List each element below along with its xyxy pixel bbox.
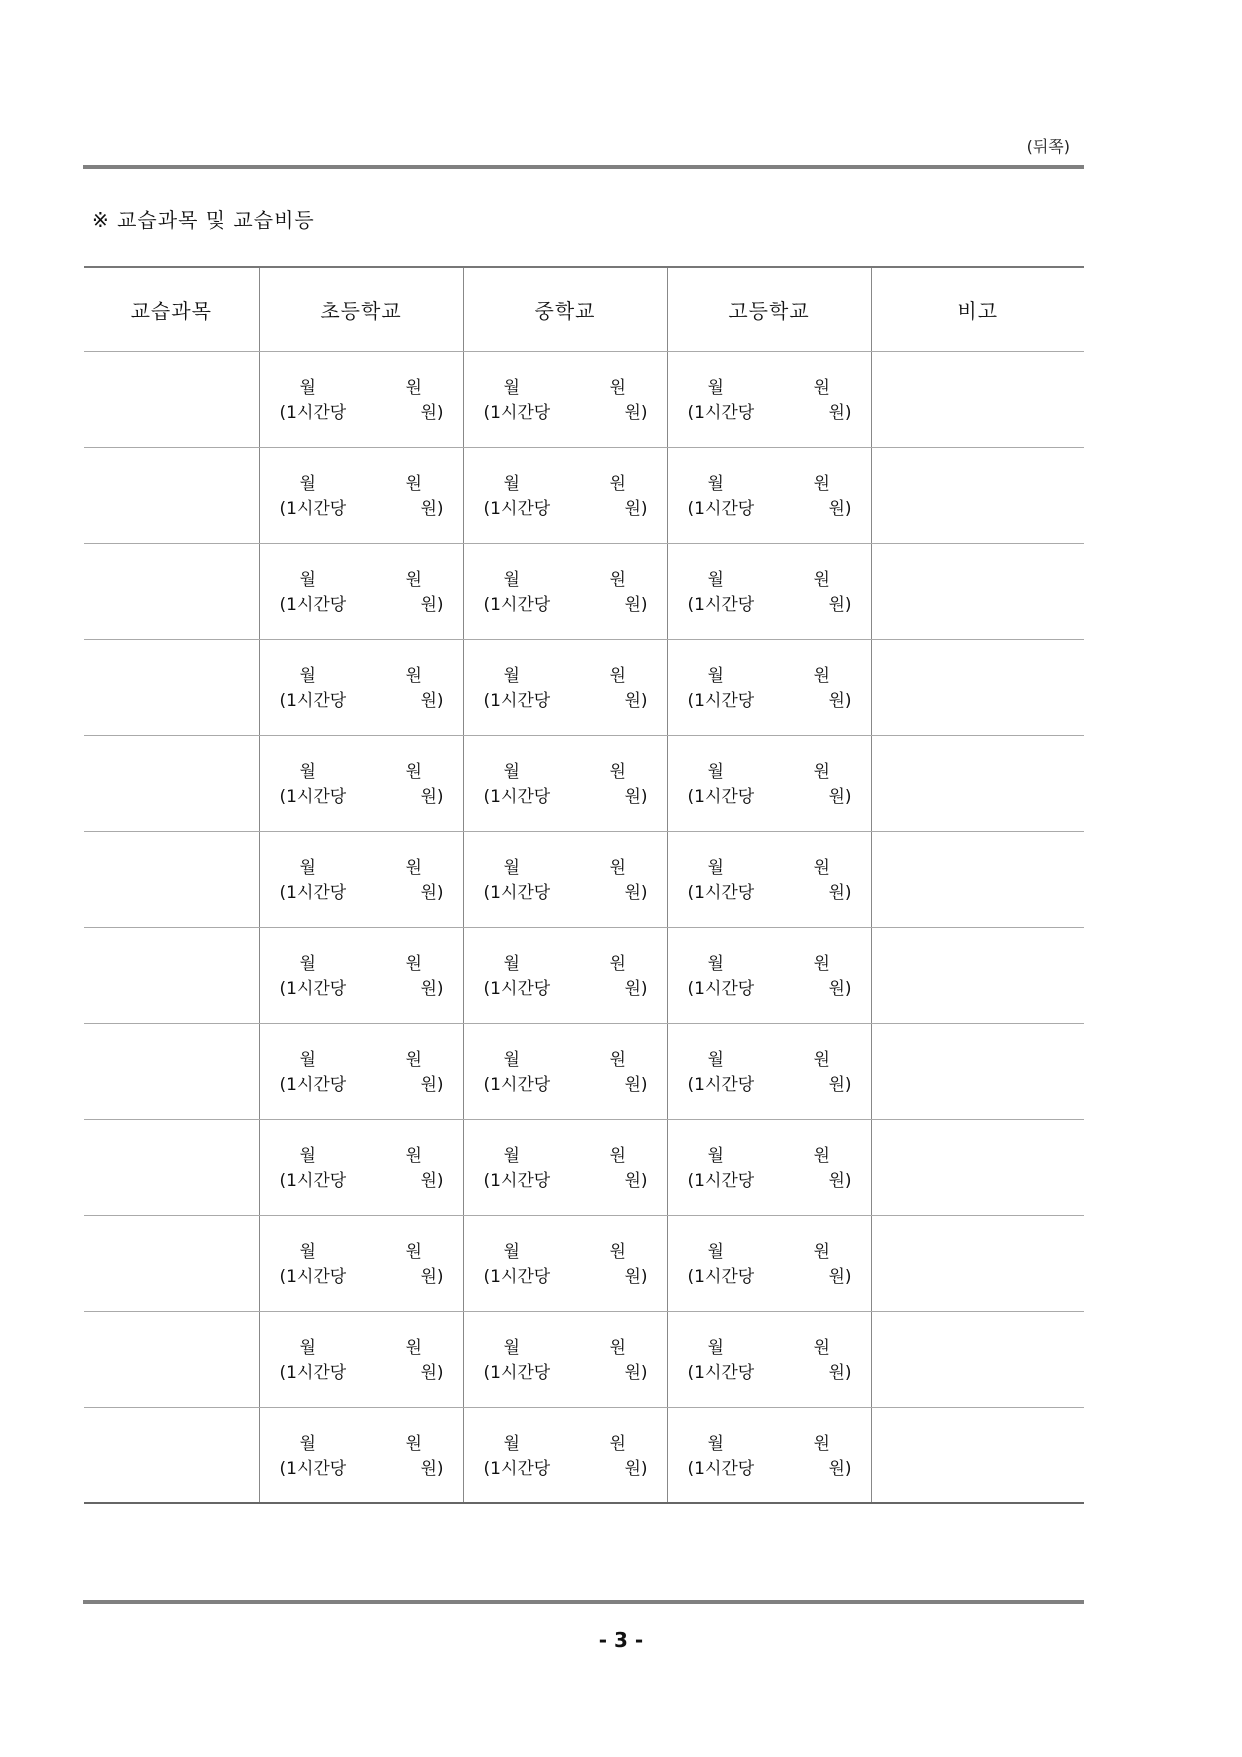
month-label: 월	[503, 378, 520, 398]
hourly-label: (1시간당	[483, 1458, 551, 1479]
won-label: 원	[609, 1050, 626, 1070]
subject-cell[interactable]	[84, 447, 259, 543]
won-label: 원	[405, 1338, 422, 1358]
fee-entry	[668, 757, 871, 809]
fee-cell-elementary[interactable]	[259, 1119, 463, 1215]
won-label: 원	[405, 666, 422, 686]
won-label: 원	[813, 1242, 830, 1262]
won-close-label: 원)	[420, 1458, 444, 1479]
won-close-label: 원)	[624, 1075, 648, 1095]
won-close-label: 원)	[828, 1267, 852, 1287]
hourly-label: (1시간당	[687, 883, 755, 903]
fee-cell-high[interactable]	[667, 927, 871, 1023]
month-label: 월	[503, 1242, 520, 1262]
subject-cell[interactable]	[84, 351, 259, 447]
fee-entry	[668, 1237, 871, 1289]
fee-entry	[464, 949, 667, 1001]
subject-cell[interactable]	[84, 639, 259, 735]
month-label: 월	[707, 378, 724, 398]
won-close-label: 원)	[624, 595, 648, 615]
fee-entry	[668, 469, 871, 521]
hourly-label: (1시간당	[279, 1267, 347, 1287]
fee-entry	[668, 853, 871, 905]
header-middle: 중학교	[463, 267, 667, 351]
won-close-label: 원)	[420, 979, 444, 999]
fee-cell-high[interactable]	[667, 447, 871, 543]
top-rule	[83, 165, 1084, 169]
won-close-label: 원)	[420, 403, 444, 423]
note-cell[interactable]	[871, 1311, 1084, 1407]
table-row	[84, 1023, 1084, 1119]
note-cell[interactable]	[871, 1023, 1084, 1119]
won-label: 원	[405, 858, 422, 878]
hourly-label: (1시간당	[483, 787, 551, 807]
won-close-label: 원)	[624, 883, 648, 903]
won-label: 원	[405, 1050, 422, 1070]
hourly-label: (1시간당	[483, 691, 551, 711]
hourly-label: (1시간당	[279, 1363, 347, 1383]
hourly-label: (1시간당	[483, 499, 551, 519]
fee-entry	[668, 565, 871, 617]
fee-cell-high[interactable]	[667, 1311, 871, 1407]
month-label: 월	[503, 474, 520, 494]
fee-entry	[668, 1045, 871, 1097]
fee-cell-middle[interactable]	[463, 1023, 667, 1119]
fee-cell-middle[interactable]	[463, 735, 667, 831]
hourly-label: (1시간당	[483, 1075, 551, 1095]
fee-cell-high[interactable]	[667, 735, 871, 831]
hourly-label: (1시간당	[687, 979, 755, 999]
won-label: 원	[813, 1433, 830, 1454]
hourly-label: (1시간당	[279, 595, 347, 615]
hourly-label: (1시간당	[687, 1363, 755, 1383]
hourly-label: (1시간당	[279, 1171, 347, 1191]
note-cell[interactable]	[871, 927, 1084, 1023]
won-close-label: 원)	[420, 499, 444, 519]
fee-cell-middle[interactable]	[463, 351, 667, 447]
fee-entry	[464, 1237, 667, 1289]
table-row	[84, 735, 1084, 831]
won-close-label: 원)	[420, 883, 444, 903]
month-label: 월	[299, 474, 316, 494]
month-label: 월	[299, 1242, 316, 1262]
won-label: 원	[405, 1146, 422, 1166]
table-row	[84, 447, 1084, 543]
hourly-label: (1시간당	[687, 595, 755, 615]
hourly-label: (1시간당	[687, 499, 755, 519]
won-close-label: 원)	[624, 1363, 648, 1383]
won-label: 원	[813, 858, 830, 878]
tuition-fee-table	[84, 266, 1084, 1504]
table-row	[84, 543, 1084, 639]
month-label: 월	[707, 474, 724, 494]
won-label: 원	[609, 954, 626, 974]
fee-cell-middle[interactable]	[463, 1311, 667, 1407]
won-label: 원	[813, 954, 830, 974]
subject-cell[interactable]	[84, 1215, 259, 1311]
month-label: 월	[299, 570, 316, 590]
won-label: 원	[405, 762, 422, 782]
fee-cell-high[interactable]	[667, 1023, 871, 1119]
table-row	[84, 831, 1084, 927]
fee-entry	[464, 1333, 667, 1385]
month-label: 월	[707, 1338, 724, 1358]
fee-cell-high[interactable]	[667, 1119, 871, 1215]
month-label: 월	[707, 570, 724, 590]
table-row	[84, 1407, 1084, 1503]
won-label: 원	[609, 762, 626, 782]
won-close-label: 원)	[828, 595, 852, 615]
hourly-label: (1시간당	[279, 1458, 347, 1479]
fee-cell-high[interactable]	[667, 351, 871, 447]
hourly-label: (1시간당	[279, 403, 347, 423]
month-label: 월	[707, 762, 724, 782]
fee-entry	[260, 1141, 463, 1193]
fee-entry	[260, 373, 463, 425]
won-close-label: 원)	[828, 1171, 852, 1191]
hourly-label: (1시간당	[687, 1171, 755, 1191]
subject-cell[interactable]	[84, 831, 259, 927]
won-label: 원	[609, 570, 626, 590]
won-label: 원	[405, 570, 422, 590]
won-label: 원	[405, 1433, 422, 1454]
won-close-label: 원)	[828, 691, 852, 711]
table-row	[84, 1311, 1084, 1407]
fee-entry	[260, 661, 463, 713]
hourly-label: (1시간당	[483, 1171, 551, 1191]
fee-cell-high[interactable]	[667, 1215, 871, 1311]
fee-entry	[260, 1333, 463, 1385]
note-cell[interactable]	[871, 1407, 1084, 1503]
won-label: 원	[609, 666, 626, 686]
table-header-row	[84, 267, 1084, 351]
hourly-label: (1시간당	[279, 691, 347, 711]
fee-cell-elementary[interactable]	[259, 735, 463, 831]
month-label: 월	[503, 570, 520, 590]
won-close-label: 원)	[624, 787, 648, 807]
fee-entry	[260, 853, 463, 905]
bottom-rule	[83, 1600, 1084, 1604]
fee-entry	[464, 1045, 667, 1097]
won-close-label: 원)	[420, 595, 444, 615]
won-label: 원	[405, 474, 422, 494]
fee-cell-elementary[interactable]	[259, 1215, 463, 1311]
month-label: 월	[299, 954, 316, 974]
won-label: 원	[813, 570, 830, 590]
table-row	[84, 1215, 1084, 1311]
won-close-label: 원)	[828, 1075, 852, 1095]
fee-entry	[668, 1429, 871, 1481]
subject-cell[interactable]	[84, 1311, 259, 1407]
won-label: 원	[609, 1242, 626, 1262]
fee-entry	[668, 949, 871, 1001]
subject-cell[interactable]	[84, 1119, 259, 1215]
fee-cell-elementary[interactable]	[259, 543, 463, 639]
won-close-label: 원)	[624, 1267, 648, 1287]
fee-entry	[464, 1429, 667, 1481]
fee-entry	[260, 949, 463, 1001]
fee-cell-high[interactable]	[667, 831, 871, 927]
won-label: 원	[405, 1242, 422, 1262]
fee-entry	[668, 661, 871, 713]
fee-entry	[464, 1141, 667, 1193]
subject-cell[interactable]	[84, 1407, 259, 1503]
month-label: 월	[299, 1433, 316, 1454]
month-label: 월	[299, 378, 316, 398]
hourly-label: (1시간당	[483, 883, 551, 903]
won-close-label: 원)	[828, 403, 852, 423]
won-label: 원	[609, 1433, 626, 1454]
table-row	[84, 351, 1084, 447]
note-cell[interactable]	[871, 1119, 1084, 1215]
won-close-label: 원)	[624, 499, 648, 519]
month-label: 월	[503, 1433, 520, 1454]
won-label: 원	[609, 474, 626, 494]
month-label: 월	[299, 762, 316, 782]
fee-entry	[464, 853, 667, 905]
fee-entry	[260, 469, 463, 521]
note-cell[interactable]	[871, 351, 1084, 447]
month-label: 월	[707, 666, 724, 686]
subject-cell[interactable]	[84, 735, 259, 831]
fee-entry	[260, 565, 463, 617]
month-label: 월	[503, 1338, 520, 1358]
fee-cell-middle[interactable]	[463, 1215, 667, 1311]
hourly-label: (1시간당	[687, 787, 755, 807]
fee-entry	[464, 373, 667, 425]
fee-entry	[668, 1141, 871, 1193]
month-label: 월	[503, 1050, 520, 1070]
month-label: 월	[299, 1338, 316, 1358]
won-label: 원	[609, 1338, 626, 1358]
month-label: 월	[707, 1433, 724, 1454]
fee-entry	[464, 757, 667, 809]
won-close-label: 원)	[828, 1458, 852, 1479]
fee-cell-elementary[interactable]	[259, 351, 463, 447]
table-row	[84, 1119, 1084, 1215]
month-label: 월	[707, 1242, 724, 1262]
hourly-label: (1시간당	[483, 1363, 551, 1383]
won-close-label: 원)	[624, 1171, 648, 1191]
fee-cell-elementary[interactable]	[259, 831, 463, 927]
won-close-label: 원)	[420, 691, 444, 711]
fee-entry	[668, 1333, 871, 1385]
fee-entry	[260, 1429, 463, 1481]
subject-cell[interactable]	[84, 927, 259, 1023]
won-label: 원	[609, 378, 626, 398]
hourly-label: (1시간당	[279, 883, 347, 903]
month-label: 월	[707, 954, 724, 974]
month-label: 월	[299, 1050, 316, 1070]
month-label: 월	[707, 1146, 724, 1166]
note-cell[interactable]	[871, 639, 1084, 735]
fee-entry	[668, 373, 871, 425]
subject-cell[interactable]	[84, 543, 259, 639]
hourly-label: (1시간당	[483, 403, 551, 423]
won-close-label: 원)	[420, 1267, 444, 1287]
month-label: 월	[503, 666, 520, 686]
fee-cell-high[interactable]	[667, 543, 871, 639]
won-label: 원	[813, 1050, 830, 1070]
page-number: - 3 -	[598, 1628, 644, 1652]
won-close-label: 원)	[420, 1363, 444, 1383]
fee-entry	[260, 757, 463, 809]
header-high: 고등학교	[667, 267, 871, 351]
fee-cell-middle[interactable]	[463, 831, 667, 927]
fee-cell-middle[interactable]	[463, 639, 667, 735]
month-label: 월	[503, 1146, 520, 1166]
won-close-label: 원)	[828, 883, 852, 903]
fee-entry	[464, 469, 667, 521]
fee-entry	[260, 1045, 463, 1097]
hourly-label: (1시간당	[483, 1267, 551, 1287]
won-label: 원	[405, 378, 422, 398]
hourly-label: (1시간당	[279, 979, 347, 999]
page-side-label: (뒤쪽)	[1026, 137, 1070, 156]
won-close-label: 원)	[420, 787, 444, 807]
hourly-label: (1시간당	[279, 499, 347, 519]
won-close-label: 원)	[624, 979, 648, 999]
hourly-label: (1시간당	[279, 1075, 347, 1095]
subject-cell[interactable]	[84, 1023, 259, 1119]
won-close-label: 원)	[828, 1363, 852, 1383]
won-label: 원	[813, 666, 830, 686]
header-elementary: 초등학교	[259, 267, 463, 351]
fee-cell-middle[interactable]	[463, 1119, 667, 1215]
section-title: ※ 교습과목 및 교습비등	[92, 208, 315, 232]
won-label: 원	[813, 1338, 830, 1358]
fee-cell-middle[interactable]	[463, 543, 667, 639]
hourly-label: (1시간당	[687, 1075, 755, 1095]
won-close-label: 원)	[624, 691, 648, 711]
fee-cell-middle[interactable]	[463, 447, 667, 543]
month-label: 월	[707, 858, 724, 878]
won-close-label: 원)	[828, 979, 852, 999]
hourly-label: (1시간당	[279, 787, 347, 807]
won-close-label: 원)	[624, 403, 648, 423]
fee-cell-elementary[interactable]	[259, 1023, 463, 1119]
hourly-label: (1시간당	[687, 403, 755, 423]
hourly-label: (1시간당	[483, 979, 551, 999]
won-close-label: 원)	[828, 787, 852, 807]
fee-cell-middle[interactable]	[463, 1407, 667, 1503]
fee-cell-elementary[interactable]	[259, 1311, 463, 1407]
month-label: 월	[707, 1050, 724, 1070]
month-label: 월	[503, 762, 520, 782]
won-close-label: 원)	[624, 1458, 648, 1479]
fee-cell-elementary[interactable]	[259, 447, 463, 543]
won-label: 원	[405, 954, 422, 974]
won-label: 원	[609, 1146, 626, 1166]
fee-cell-high[interactable]	[667, 639, 871, 735]
table-row	[84, 639, 1084, 735]
hourly-label: (1시간당	[687, 1267, 755, 1287]
fee-entry	[464, 661, 667, 713]
month-label: 월	[503, 954, 520, 974]
won-label: 원	[813, 1146, 830, 1166]
fee-cell-middle[interactable]	[463, 927, 667, 1023]
month-label: 월	[503, 858, 520, 878]
month-label: 월	[299, 858, 316, 878]
note-cell[interactable]	[871, 1215, 1084, 1311]
header-note: 비고	[871, 267, 1084, 351]
month-label: 월	[299, 1146, 316, 1166]
won-close-label: 원)	[420, 1075, 444, 1095]
note-cell[interactable]	[871, 447, 1084, 543]
won-label: 원	[813, 378, 830, 398]
hourly-label: (1시간당	[687, 691, 755, 711]
note-cell[interactable]	[871, 543, 1084, 639]
note-cell[interactable]	[871, 831, 1084, 927]
fee-entry	[260, 1237, 463, 1289]
fee-cell-elementary[interactable]	[259, 639, 463, 735]
month-label: 월	[299, 666, 316, 686]
hourly-label: (1시간당	[687, 1458, 755, 1479]
fee-entry	[464, 565, 667, 617]
won-label: 원	[813, 474, 830, 494]
won-label: 원	[609, 858, 626, 878]
table-row	[84, 927, 1084, 1023]
header-subject: 교습과목	[84, 267, 259, 351]
won-label: 원	[813, 762, 830, 782]
won-close-label: 원)	[420, 1171, 444, 1191]
note-cell[interactable]	[871, 735, 1084, 831]
fee-cell-elementary[interactable]	[259, 927, 463, 1023]
hourly-label: (1시간당	[483, 595, 551, 615]
won-close-label: 원)	[828, 499, 852, 519]
fee-cell-elementary[interactable]	[259, 1407, 463, 1503]
fee-cell-high[interactable]	[667, 1407, 871, 1503]
